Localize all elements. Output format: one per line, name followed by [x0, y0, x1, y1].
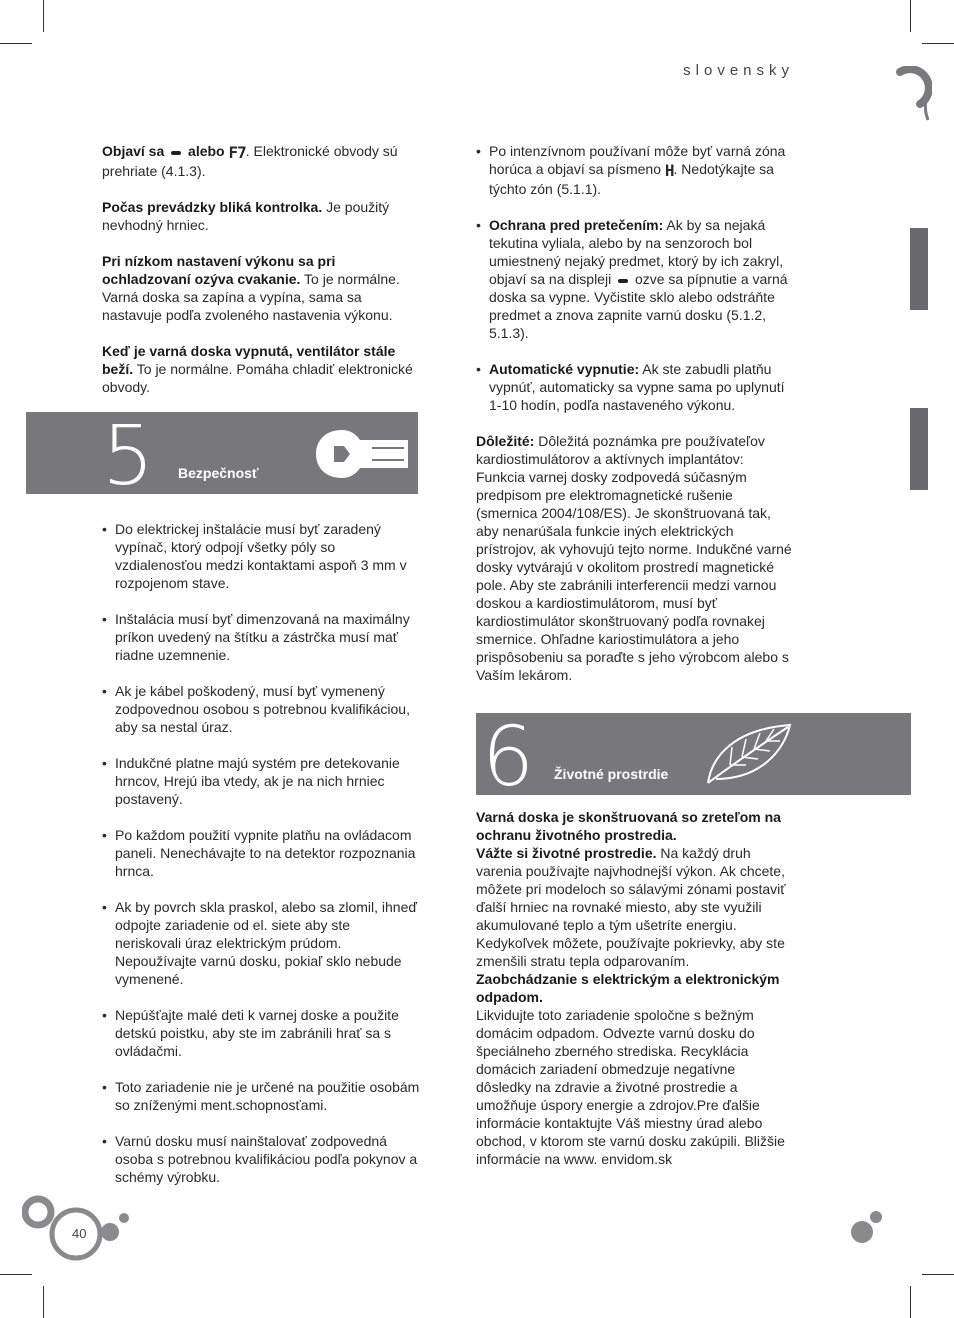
crop-mark [922, 1274, 954, 1275]
safety-list [102, 520, 420, 1186]
display-dash-icon [618, 279, 628, 283]
section-number: 6 [482, 710, 535, 805]
paragraph-blinking: Počas prevádzky bliká kontrolka. Je použitý nevhodný hrniec. [102, 199, 390, 233]
section-6-banner [476, 710, 911, 805]
left-column-top [102, 142, 420, 396]
list-item: • Ak by povrch skla praskol, alebo sa zlomil, ihneď odpojte zariadenie od el. siete aby ste neriskovali úraz elektrickým prúdom. Nepoužívajte varnú dosku, pokiaľ sklo nebude vymenené. [102, 898, 420, 988]
list-item: • Automatické vypnutie: Ak ste zabudli platňu vypnúť, automaticky sa vypne sama po uplynutí 1-10 hodín, podľa nastaveného výkonu. [476, 360, 794, 414]
waste-heading: Zaobchádzanie s elektrickým a elektronickým odpadom. [476, 971, 780, 1005]
important-note: Dôležité: Dôležitá poznámka pre používateľov kardiostimulátorov a aktívnych implantátov: Funkcia varnej dosky zodpovedá súčasným predpisom pre elektromagnetické rušenie (smernica 2004/108/ES). Je skonštruovaná tak, aby nenarúšala funkcie iných elektrických prístrojov, ak vyhovujú tejto norme. Indukčné varné dosky vytvárajú v okolitom prostredí magnetické pole. Aby ste zabránili interferencii medzi varnou doskou a kardiostimulátorom, musí byť kardiostimulátor skonštruovaný podľa rovnakej smernice. Ohľadne kariostimulátora a jeho prispôsobeniu sa poraďte s jeho výrobcom alebo s Vaším lekárom. [476, 433, 792, 683]
language-label: slovensky [683, 62, 794, 79]
section-title: Bezpečnosť [178, 465, 259, 481]
display-dash-icon [171, 151, 181, 155]
crop-mark [0, 1274, 32, 1275]
right-column-top [476, 142, 794, 684]
list-item: • Po každom použití vypnite platňu na ovládacom paneli. Nenechávajte to na detektor rozpoznania hrnca. [102, 826, 420, 880]
crop-mark [910, 1286, 911, 1318]
crop-mark [43, 1286, 44, 1318]
waste-paragraph: Likvidujte toto zariadenie spoločne s bežným domácim odpadom. Odvezte varnú dosku do špeciálneho zberného strediska. Recyklácia domácich zariadení obmedzuje negatívne dôsledky na zdravie a životné prostredie a umožňuje úspory energie a zdrojov.Pre ďalšie informácie kontaktujte Váš miestny úrad alebo obchod, v ktorom ste varnú dosku zakúpili. Bližšie informácie na www. envidom.sk [476, 1007, 785, 1167]
section-number: 5 [102, 409, 155, 504]
leaf-icon [702, 721, 794, 787]
list-item: • Ochrana pred pretečením: Ak by sa nejaká tekutina vyliala, alebo by na senzoroch bol umiestnený nejaký predmet, ktorý by ich zakryl, objaví sa na displeji ozve sa pípnutie a varná doska sa vypne. Vyčistite sklo alebo odstráňte predmet a znova zapnite varnú dosku (5.1.2, 5.1.3). [476, 216, 794, 342]
crop-mark [0, 43, 32, 44]
list-item: • Do elektrickej inštalácie musí byť zaradený vypínač, ktorý odpojí všetky póly so vzdialenosťou medzi kontaktami aspoň 3 mm v rozpojenom stave. [102, 520, 420, 592]
paragraph-fan: Keď je varná doska vypnutá, ventilátor stále beží. To je normálne. Pomáha chladiť elektronické obvody. [102, 343, 413, 395]
environment-intro: Varná doska je skonštruovaná so zreteľom na ochranu životného prostredia. [476, 809, 781, 843]
environment-paragraph: Vážte si životné prostredie. Na každý druh varenia používajte najvhodnejší výkon. Ak chcete, môžete pri modeloch so sálavými zónami postaviť ďalší hrniec na rovnaké miesto, aby ste využili akumulované teplo a tým ušetríte energiu. Kedykoľvek môžete, používajte pokrievky, aby ste zmenšili stratu tepla odparovaním. [476, 845, 786, 969]
display-h-glyph: H [664, 161, 674, 180]
wrench-icon [312, 426, 412, 482]
corner-dots-icon [848, 1208, 888, 1248]
page-number: 40 [72, 1226, 87, 1241]
usage-list [476, 142, 794, 414]
section-title: Životné prostrdie [554, 766, 669, 782]
list-item: • Varnú dosku musí nainštalovať zodpovedná osoba s potrebnou kvalifikáciou podľa pokynov a schémy výrobku. [102, 1132, 420, 1186]
list-item: • Nepúšťajte malé deti k varnej doske a použite detskú poistku, aby ste im zabránili hrať sa s ovládačmi. [102, 1006, 420, 1060]
crop-mark [43, 0, 44, 32]
list-item: • Ak je kábel poškodený, musí byť vymenený zodpovednou osobou s potrebnou kvalifikáciou, aby sa nestal úraz. [102, 682, 420, 736]
display-f7-glyph: F7 [228, 143, 246, 162]
crop-mark [910, 0, 911, 32]
sidebar-tab [910, 408, 928, 490]
environment-text [476, 808, 794, 1168]
list-item: • Po intenzívnom používaní môže byť varná zóna horúca a objaví sa písmeno H. Nedotýkajte sa týchto zón (5.1.1). [476, 142, 794, 198]
safety-list-container [102, 520, 420, 1204]
paragraph-clicking: Pri nízkom nastavení výkonu sa pri ochladzovaní ozýva cvakanie. To je normálne. Varná doska sa zapína a vypína, sama sa nastavuje podľa zvoleného nastavenia výkonu. [102, 253, 400, 323]
section-5-banner [26, 409, 418, 504]
sidebar-tab [910, 228, 928, 310]
paragraph-overheat: Objaví sa alebo F7. Elektronické obvody sú prehriate (4.1.3). [102, 143, 398, 179]
list-item: • Indukčné platne majú systém pre detekovanie hrncov, Hrejú iba vtedy, ak je na nich hrniec postavený. [102, 754, 420, 808]
crop-mark [922, 43, 954, 44]
list-item: • Toto zariadenie nie je určené na použitie osobám so zníženými ment.schopnosťami. [102, 1078, 420, 1114]
list-item: • Inštalácia musí byť dimenzovaná na maximálny príkon uvedený na štítku a zástrčka musí mať riadne uzemnenie. [102, 610, 420, 664]
corner-arc-icon [896, 66, 932, 124]
